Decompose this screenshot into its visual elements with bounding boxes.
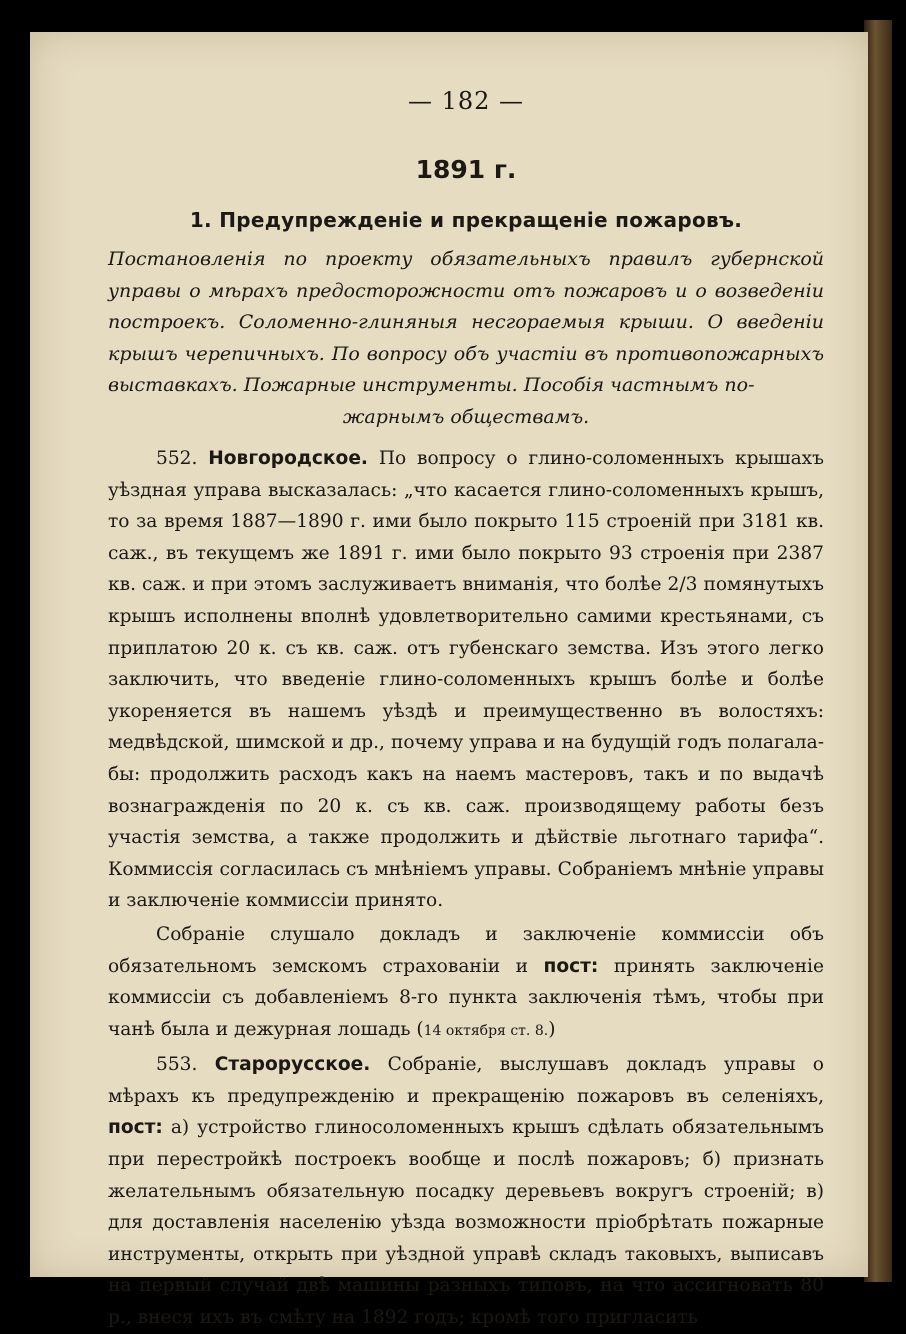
resolution-label: пост:: [108, 1117, 163, 1139]
entry-552: [108, 443, 824, 917]
section-title: 1. Предупрежденіе и прекращеніе пожаровъ.: [189, 208, 743, 232]
entry-text: По вопросу о глино-соломенныхъ крышахъ уѣздная управа высказалась: „что касается глино-соломенныхъ крышъ, то за время 1887—1890 г. ими было покрыто 115 строеній при 3181 кв. саж., въ текущемъ же 1891 г. ими было покрыто 93 строенія при 2387 кв. саж. и при этомъ заслуживаетъ вниманія, что болѣе 2/3 помянутыхъ крышъ исполнены вполнѣ удовлетворительно самими крестьянами, съ приплатою 20 к. съ кв. саж. отъ губенскаго земства. Изъ этого легко заключить, что введеніе глино-соломенныхъ крышъ болѣе и болѣе укореняется въ нашемъ уѣздѣ и преимущественно въ волостяхъ: медвѣдской, шимской и др., почему управа и на будущій годъ полагала-бы: продолжить расходъ какъ на наемъ мастеровъ, такъ и по выдачѣ вознагражденія по 20 к. съ кв. саж. производящему работы безъ участія земства, а также продолжить и дѣйствіе льготнаго тарифа“. Коммиссія согласилась съ мнѣніемъ управы. Собраніемъ мнѣніе управы и заключеніе коммиссіи принято.: [108, 448, 824, 912]
entry-text: Собраніе, выслушавъ докладъ управы о мѣрахъ къ предупрежденію и прекращенію пожаровъ въ селеніяхъ,: [108, 1054, 824, 1107]
entry-place: Новгородское.: [208, 448, 368, 469]
entry-text: принять заключеніе коммиссіи съ добавленіемъ 8-го пункта заключенія тѣмъ, чтобы при чанѣ была и дежурная лошадь (: [108, 955, 824, 1040]
resolution-label: пост:: [543, 955, 599, 977]
entry-553: [108, 1049, 824, 1333]
summary-last-line: жарнымъ обществамъ.: [342, 405, 590, 428]
entry-number: 553.: [156, 1054, 198, 1076]
book-spine: [864, 20, 892, 1282]
entry-place: Старорусское.: [214, 1054, 371, 1076]
page-content: [108, 87, 824, 1334]
entry-text: а) устройство глиносоломенныхъ крышъ сдѣлать обязательнымъ при перестройкѣ построекъ вообще и послѣ пожаровъ; б) признать желательнымъ обязательную посадку деревьевъ вокругъ строеній; в) для доставленія населенію уѣзда возможности пріобрѣтать пожарные инструменты, открыть при уѣздной управѣ складъ таковыхъ, выписавъ на первый случай двѣ машины разныхъ типовъ, на что ассигновать 80 р., внеся ихъ въ смѣту на 1892 годъ; кромѣ того пригласить: [108, 1117, 824, 1329]
section-summary: [108, 244, 824, 433]
entry-text: ): [548, 1018, 556, 1040]
summary-text: Постановленія по проекту обязательныхъ правилъ губернской управы о мѣрахъ предосторожности отъ пожаровъ и о возведеніи построекъ. Соломенно-глиняныя несгораемыя крыши. О введеніи крышъ черепичныхъ. По вопросу объ участіи въ противопожарныхъ выставкахъ. Пожарные инструменты. Пособія частнымъ по-: [108, 248, 824, 396]
entry-552-continuation: [108, 919, 824, 1047]
year-heading: 1891 г.: [415, 155, 517, 184]
page-number: — 182 —: [407, 87, 525, 115]
entry-reference: 14 октября ст. 8.: [423, 1022, 549, 1039]
book-page: [30, 32, 868, 1329]
entry-number: 552.: [156, 448, 198, 469]
entry-text: Собраніе слушало докладъ и заключеніе коммиссіи объ обязательномъ земскомъ страхованіи и: [108, 923, 824, 977]
